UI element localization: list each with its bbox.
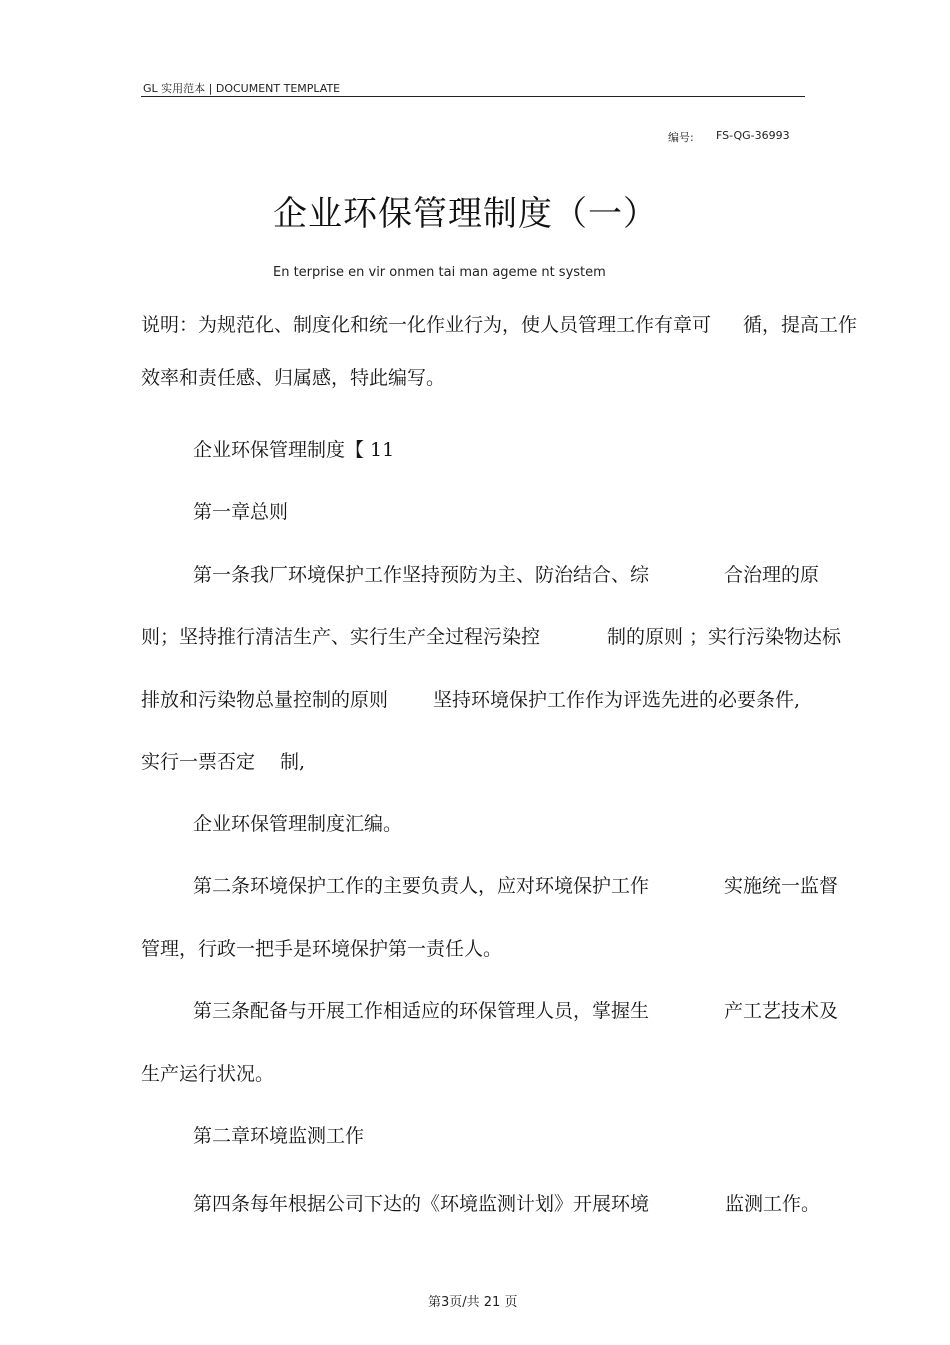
- header-text: GL 实用范本 | DOCUMENT TEMPLATE: [143, 82, 341, 95]
- intro-line-1a: 说明：为规范化、制度化和统一化作业行为，使人员管理工作有章可: [141, 314, 712, 336]
- document-subtitle: En terprise en vir onmen tai man ageme nt system: [273, 265, 606, 280]
- compilation-line: 企业环保管理制度汇编。: [193, 813, 403, 835]
- section-heading: 企业环保管理制度【 11: [193, 439, 395, 461]
- intro-line-2: 效率和责任感、归属感，特此编写。: [141, 367, 446, 389]
- chapter-2-heading: 第二章环境监测工作: [193, 1125, 365, 1147]
- article-2-line-1a: 第二条环境保护工作的主要负责人，应对环境保护工作: [193, 875, 650, 897]
- article-3-line-1a: 第三条配备与开展工作相适应的环保管理人员，掌握生: [193, 1000, 650, 1022]
- document-title: 企业环保管理制度（一）: [273, 194, 658, 234]
- article-4-line-1a: 第四条每年根据公司下达的《环境监测计划》开展环境: [193, 1193, 650, 1215]
- article-2-line-2: 管理，行政一把手是环境保护第一责任人。: [141, 938, 503, 960]
- article-1-line-3a: 排放和污染物总量控制的原则: [141, 689, 389, 711]
- doc-number-value: FS-QG-36993: [716, 129, 790, 142]
- page-number: 第3页/共 21 页: [428, 1295, 518, 1310]
- header-divider: [141, 96, 805, 97]
- intro-line-1b: 循，提高工作: [743, 314, 858, 336]
- article-1-line-1b: 合治理的原: [724, 564, 820, 586]
- article-2-line-1b: 实施统一监督: [724, 875, 839, 897]
- article-4-line-1b: 监测工作。: [725, 1193, 821, 1215]
- doc-number-label: 编号:: [668, 131, 694, 144]
- article-3-line-2: 生产运行状况。: [141, 1063, 275, 1085]
- chapter-1-heading: 第一章总则: [193, 501, 289, 523]
- article-1-line-3b: 坚持环境保护工作作为评选先进的必要条件,: [433, 689, 801, 711]
- article-3-line-1b: 产工艺技术及: [724, 1000, 839, 1022]
- article-1-line-2b: 制的原则 ；实行污染物达标: [607, 626, 842, 648]
- article-1-line-1a: 第一条我厂环境保护工作坚持预防为主、防治结合、综: [193, 564, 650, 586]
- article-1-line-2a: 则；坚持推行清洁生产、实行生产全过程污染控: [141, 626, 541, 648]
- article-1-line-4a: 实行一票否定: [141, 751, 256, 773]
- article-1-line-4b: 制,: [280, 751, 306, 773]
